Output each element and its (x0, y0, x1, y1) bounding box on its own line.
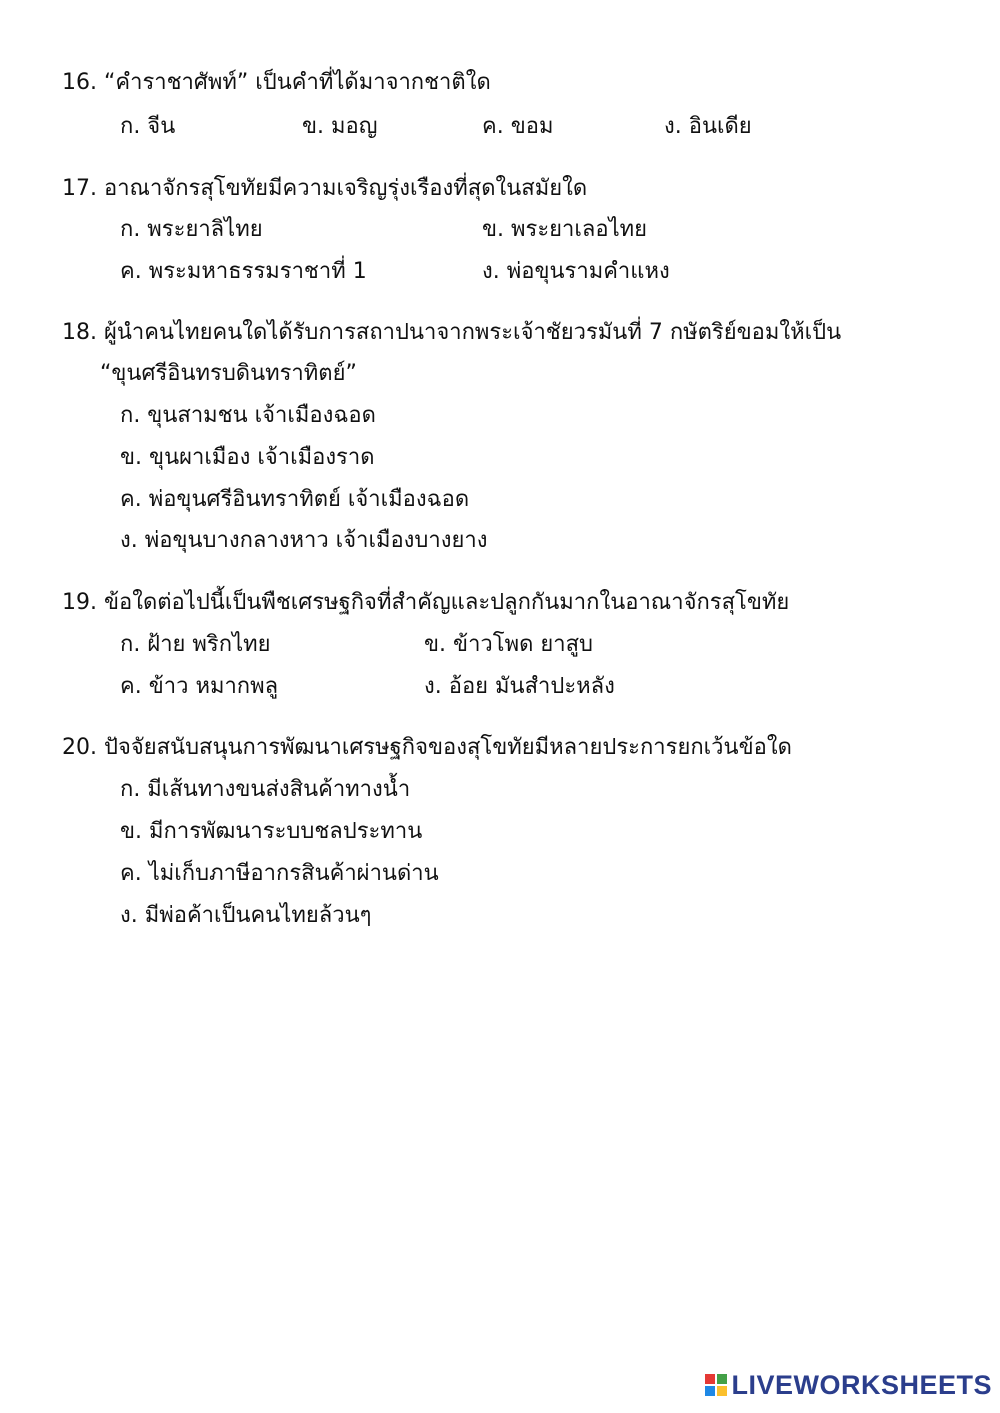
q18-option-d[interactable]: ง. พ่อขุนบางกลางหาว เจ้าเมืองบางยาง (120, 528, 488, 553)
q20-option-a[interactable]: ก. มีเส้นทางขนส่งสินค้าทางน้ำ (120, 777, 411, 802)
q16-option-c[interactable]: ค. ขอม (482, 114, 554, 139)
q17-option-a[interactable]: ก. พระยาลิไทย (120, 217, 263, 242)
q20-option-c[interactable]: ค. ไม่เก็บภาษีอากรสินค้าผ่านด่าน (120, 861, 439, 886)
q16-option-b[interactable]: ข. มอญ (302, 114, 378, 139)
liveworksheets-logo (705, 1369, 992, 1401)
question-18: 18. ผู้นำคนไทยคนใดได้รับการสถาปนาจากพระเจ้าชัยวรมันที่ 7 กษัตริย์ขอมให้เป็น (62, 320, 842, 345)
q18-option-a[interactable]: ก. ขุนสามชน เจ้าเมืองฉอด (120, 403, 376, 428)
q17-option-d[interactable]: ง. พ่อขุนรามคำแหง (482, 259, 670, 284)
q16-option-a[interactable]: ก. จีน (120, 114, 176, 139)
q20-option-d[interactable]: ง. มีพ่อค้าเป็นคนไทยล้วนๆ (120, 903, 372, 928)
q18-option-c[interactable]: ค. พ่อขุนศรีอินทราทิตย์ เจ้าเมืองฉอด (120, 487, 470, 512)
logo-text: LIVEWORKSHEETS (731, 1369, 992, 1400)
logo-mark-square (717, 1374, 727, 1384)
q18-option-b[interactable]: ข. ขุนผาเมือง เจ้าเมืองราด (120, 445, 375, 470)
logo-mark-square (705, 1374, 715, 1384)
q20-option-b[interactable]: ข. มีการพัฒนาระบบชลประทาน (120, 819, 423, 844)
q19-option-d[interactable]: ง. อ้อย มันสำปะหลัง (424, 674, 615, 699)
q19-option-b[interactable]: ข. ข้าวโพด ยาสูบ (424, 632, 594, 657)
question-18-line-2: “ขุนศรีอินทรบดินทราทิตย์” (100, 361, 357, 386)
question-20: 20. ปัจจัยสนับสนุนการพัฒนาเศรษฐกิจของสุโขทัยมีหลายประการยกเว้นข้อใด (62, 735, 792, 760)
question-19: 19. ข้อใดต่อไปนี้เป็นพืชเศรษฐกิจที่สำคัญและปลูกกันมากในอาณาจักรสุโขทัย (62, 590, 790, 615)
q16-option-d[interactable]: ง. อินเดีย (664, 114, 752, 139)
q19-option-c[interactable]: ค. ข้าว หมากพลู (120, 674, 279, 699)
q17-option-b[interactable]: ข. พระยาเลอไทย (482, 217, 648, 242)
logo-mark-square (705, 1386, 715, 1396)
question-16: 16. “คำราชาศัพท์” เป็นคำที่ได้มาจากชาติใด (62, 70, 491, 95)
logo-mark-square (717, 1386, 727, 1396)
q19-option-a[interactable]: ก. ฝ้าย พริกไทย (120, 632, 271, 657)
q17-option-c[interactable]: ค. พระมหาธรรมราชาที่ 1 (120, 259, 367, 284)
logo-mark-icon (705, 1374, 727, 1396)
question-17: 17. อาณาจักรสุโขทัยมีความเจริญรุ่งเรืองที่สุดในสมัยใด (62, 176, 588, 201)
